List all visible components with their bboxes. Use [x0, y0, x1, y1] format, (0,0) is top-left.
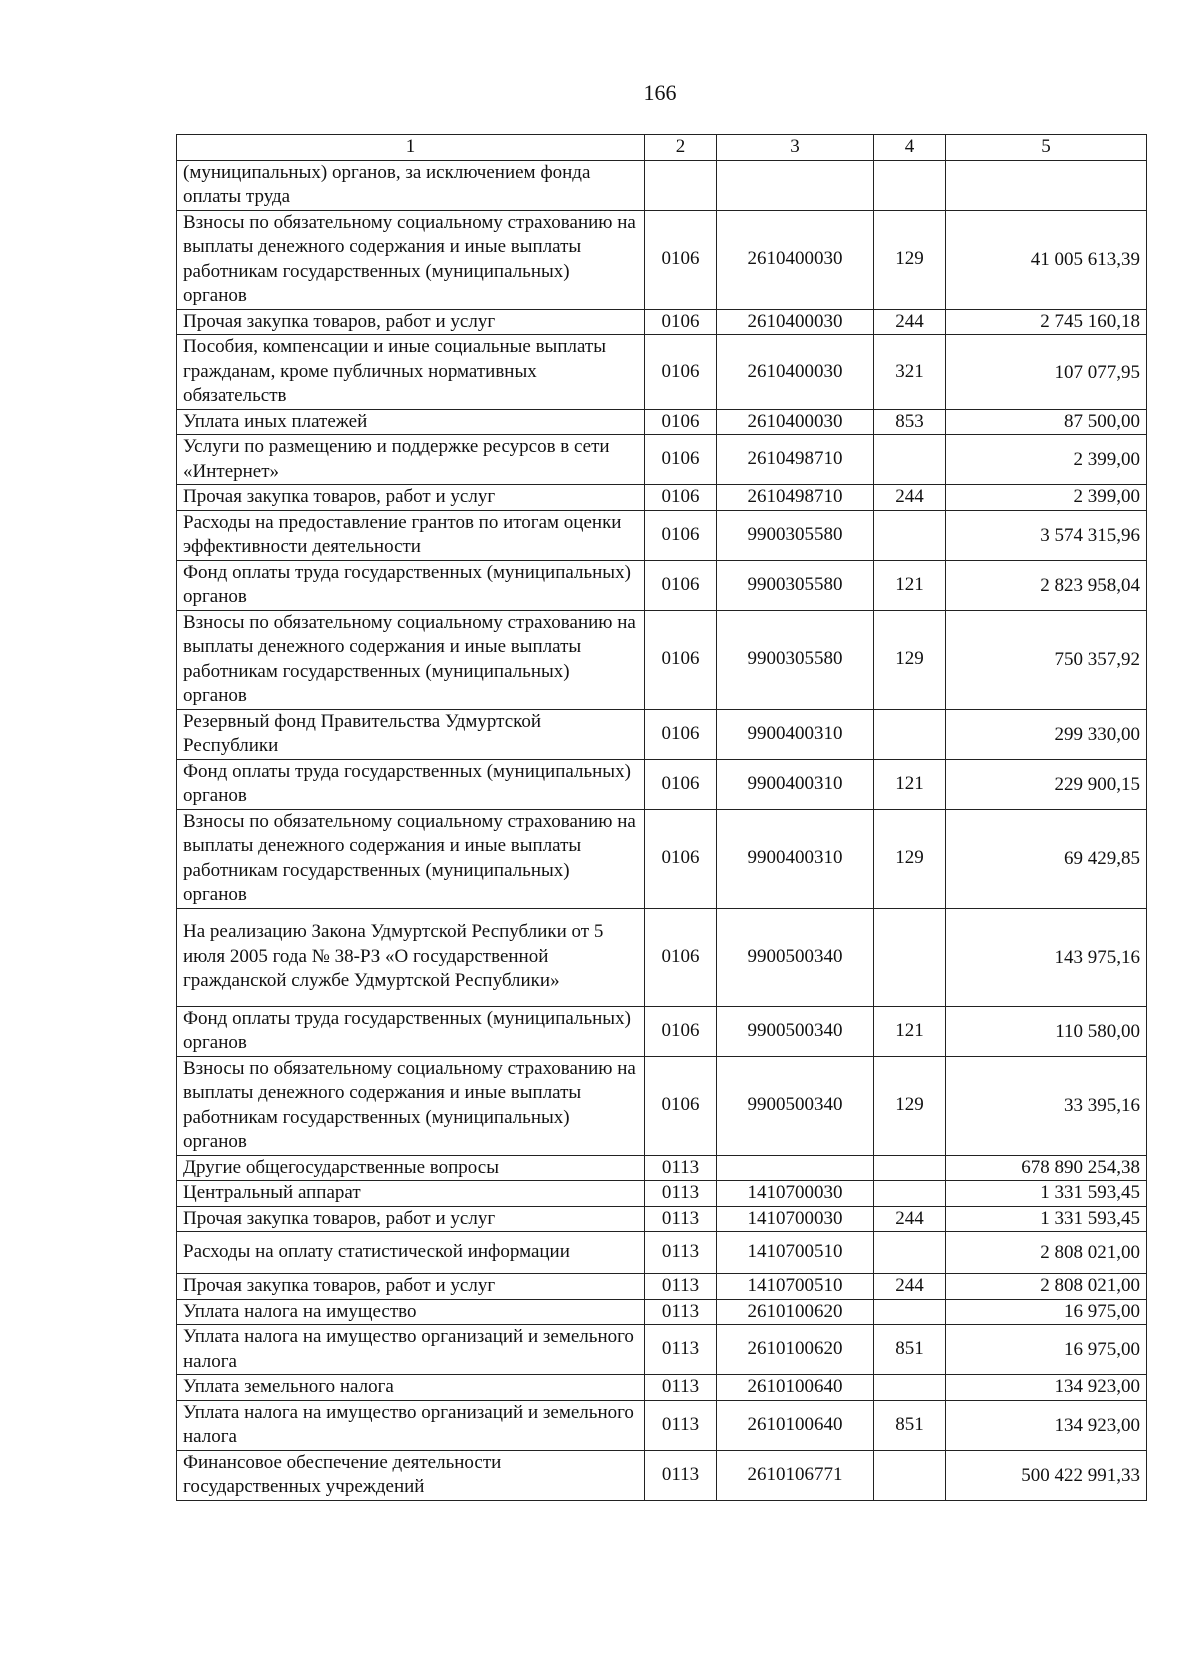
target-article-code: 2610100640	[717, 1375, 874, 1401]
amount: 2 808 021,00	[946, 1232, 1147, 1274]
target-article-code: 9900305580	[717, 560, 874, 610]
expense-name: Взносы по обязательному социальному страхованию на выплаты денежного содержания и иные выплаты работникам государственных (муниципальных) органов	[177, 610, 645, 709]
amount: 3 574 315,96	[946, 510, 1147, 560]
expense-name: Другие общегосударственные вопросы	[177, 1155, 645, 1181]
table-row	[177, 510, 1147, 560]
section-code: 0106	[645, 809, 717, 908]
section-code: 0113	[645, 1375, 717, 1401]
target-article-code: 9900500340	[717, 1006, 874, 1056]
table-row	[177, 485, 1147, 511]
expense-type-code: 244	[874, 1206, 946, 1232]
section-code: 0106	[645, 759, 717, 809]
column-header-3: 3	[717, 135, 874, 161]
expense-type-code: 129	[874, 610, 946, 709]
expense-type-code: 244	[874, 485, 946, 511]
section-code: 0106	[645, 560, 717, 610]
expense-type-code	[874, 1375, 946, 1401]
section-code: 0106	[645, 409, 717, 435]
amount: 678 890 254,38	[946, 1155, 1147, 1181]
expense-type-code: 244	[874, 1274, 946, 1300]
page-number: 166	[643, 80, 677, 105]
section-code: 0106	[645, 210, 717, 309]
table-row	[177, 1155, 1147, 1181]
table-row	[177, 1400, 1147, 1450]
table-row	[177, 409, 1147, 435]
target-article-code: 9900500340	[717, 908, 874, 1006]
amount: 2 808 021,00	[946, 1274, 1147, 1300]
table-row	[177, 210, 1147, 309]
expense-type-code: 851	[874, 1325, 946, 1375]
amount: 110 580,00	[946, 1006, 1147, 1056]
expense-name: Фонд оплаты труда государственных (муниципальных) органов	[177, 759, 645, 809]
expense-type-code	[874, 160, 946, 210]
section-code: 0113	[645, 1325, 717, 1375]
amount: 107 077,95	[946, 335, 1147, 410]
table-row	[177, 160, 1147, 210]
table-row	[177, 809, 1147, 908]
expense-name: Уплата налога на имущество организаций и земельного налога	[177, 1325, 645, 1375]
expense-type-code	[874, 1181, 946, 1207]
expense-type-code: 121	[874, 560, 946, 610]
amount: 229 900,15	[946, 759, 1147, 809]
expense-name: Расходы на предоставление грантов по итогам оценки эффективности деятельности	[177, 510, 645, 560]
expense-type-code: 121	[874, 1006, 946, 1056]
expense-name: Услуги по размещению и поддержке ресурсов в сети «Интернет»	[177, 435, 645, 485]
table-row	[177, 1056, 1147, 1155]
expense-type-code: 321	[874, 335, 946, 410]
table-row	[177, 1206, 1147, 1232]
target-article-code: 9900400310	[717, 709, 874, 759]
amount: 2 399,00	[946, 435, 1147, 485]
column-header-5: 5	[946, 135, 1147, 161]
amount: 33 395,16	[946, 1056, 1147, 1155]
expense-name: Прочая закупка товаров, работ и услуг	[177, 1206, 645, 1232]
expense-name: (муниципальных) органов, за исключением фонда оплаты труда	[177, 160, 645, 210]
target-article-code: 9900400310	[717, 809, 874, 908]
target-article-code: 2610400030	[717, 210, 874, 309]
expense-name: Уплата иных платежей	[177, 409, 645, 435]
target-article-code: 2610498710	[717, 485, 874, 511]
expense-name: Расходы на оплату статистической информации	[177, 1232, 645, 1274]
section-code: 0106	[645, 435, 717, 485]
section-code	[645, 160, 717, 210]
amount: 134 923,00	[946, 1400, 1147, 1450]
target-article-code: 2610400030	[717, 309, 874, 335]
table-row	[177, 709, 1147, 759]
section-code: 0106	[645, 335, 717, 410]
section-code: 0113	[645, 1206, 717, 1232]
expense-type-code	[874, 1232, 946, 1274]
section-code: 0106	[645, 610, 717, 709]
table-row	[177, 1375, 1147, 1401]
section-code: 0113	[645, 1232, 717, 1274]
amount: 2 745 160,18	[946, 309, 1147, 335]
target-article-code: 9900305580	[717, 510, 874, 560]
expense-name: Уплата земельного налога	[177, 1375, 645, 1401]
expense-name: Центральный аппарат	[177, 1181, 645, 1207]
expense-type-code	[874, 1450, 946, 1500]
expense-name: Пособия, компенсации и иные социальные выплаты гражданам, кроме публичных нормативных обязательств	[177, 335, 645, 410]
target-article-code: 2610400030	[717, 335, 874, 410]
expense-name: Уплата налога на имущество	[177, 1299, 645, 1325]
expense-type-code: 129	[874, 210, 946, 309]
section-code: 0113	[645, 1274, 717, 1300]
expense-type-code: 853	[874, 409, 946, 435]
table-header-row	[177, 135, 1147, 161]
table-row	[177, 1450, 1147, 1500]
expense-name: Уплата налога на имущество организаций и земельного налога	[177, 1400, 645, 1450]
expense-name: Взносы по обязательному социальному страхованию на выплаты денежного содержания и иные выплаты работникам государственных (муниципальных) органов	[177, 809, 645, 908]
expense-type-code	[874, 709, 946, 759]
table-row	[177, 1299, 1147, 1325]
expense-name: Прочая закупка товаров, работ и услуг	[177, 1274, 645, 1300]
amount: 2 399,00	[946, 485, 1147, 511]
expense-type-code	[874, 435, 946, 485]
amount: 1 331 593,45	[946, 1206, 1147, 1232]
amount: 299 330,00	[946, 709, 1147, 759]
expense-type-code	[874, 510, 946, 560]
table-row	[177, 1181, 1147, 1207]
expense-type-code: 851	[874, 1400, 946, 1450]
expense-type-code: 129	[874, 1056, 946, 1155]
target-article-code: 9900305580	[717, 610, 874, 709]
target-article-code: 2610100640	[717, 1400, 874, 1450]
amount: 1 331 593,45	[946, 1181, 1147, 1207]
target-article-code: 9900500340	[717, 1056, 874, 1155]
section-code: 0106	[645, 709, 717, 759]
expense-name: Взносы по обязательному социальному страхованию на выплаты денежного содержания и иные выплаты работникам государственных (муниципальных) органов	[177, 1056, 645, 1155]
target-article-code	[717, 160, 874, 210]
target-article-code: 1410700030	[717, 1206, 874, 1232]
expense-type-code	[874, 908, 946, 1006]
expense-name: Прочая закупка товаров, работ и услуг	[177, 309, 645, 335]
column-header-1: 1	[177, 135, 645, 161]
section-code: 0106	[645, 1006, 717, 1056]
target-article-code: 2610100620	[717, 1299, 874, 1325]
expense-name: Фонд оплаты труда государственных (муниципальных) органов	[177, 1006, 645, 1056]
expense-name: Фонд оплаты труда государственных (муниципальных) органов	[177, 560, 645, 610]
expense-name: Резервный фонд Правительства Удмуртской Республики	[177, 709, 645, 759]
section-code: 0106	[645, 908, 717, 1006]
amount: 134 923,00	[946, 1375, 1147, 1401]
target-article-code: 1410700510	[717, 1232, 874, 1274]
expense-type-code	[874, 1155, 946, 1181]
amount: 16 975,00	[946, 1299, 1147, 1325]
column-header-4: 4	[874, 135, 946, 161]
section-code: 0106	[645, 309, 717, 335]
amount: 87 500,00	[946, 409, 1147, 435]
amount: 143 975,16	[946, 908, 1147, 1006]
table-row	[177, 1232, 1147, 1274]
table-row	[177, 435, 1147, 485]
column-header-2: 2	[645, 135, 717, 161]
expense-name: Прочая закупка товаров, работ и услуг	[177, 485, 645, 511]
expense-type-code: 244	[874, 309, 946, 335]
amount: 500 422 991,33	[946, 1450, 1147, 1500]
target-article-code: 2610498710	[717, 435, 874, 485]
table-row	[177, 610, 1147, 709]
amount: 69 429,85	[946, 809, 1147, 908]
table-row	[177, 335, 1147, 410]
target-article-code	[717, 1155, 874, 1181]
amount: 750 357,92	[946, 610, 1147, 709]
section-code: 0113	[645, 1299, 717, 1325]
amount: 2 823 958,04	[946, 560, 1147, 610]
target-article-code: 2610100620	[717, 1325, 874, 1375]
target-article-code: 2610400030	[717, 409, 874, 435]
amount: 41 005 613,39	[946, 210, 1147, 309]
expense-type-code	[874, 1299, 946, 1325]
section-code: 0113	[645, 1400, 717, 1450]
section-code: 0106	[645, 1056, 717, 1155]
target-article-code: 2610106771	[717, 1450, 874, 1500]
expense-type-code: 129	[874, 809, 946, 908]
expense-name: Финансовое обеспечение деятельности государственных учреждений	[177, 1450, 645, 1500]
table-row	[177, 309, 1147, 335]
expense-name: На реализацию Закона Удмуртской Республики от 5 июля 2005 года № 38-РЗ «О государственной гражданской службе Удмуртской Республики»	[177, 908, 645, 1006]
section-code: 0106	[645, 485, 717, 511]
section-code: 0113	[645, 1450, 717, 1500]
budget-table	[176, 134, 1147, 1501]
section-code: 0113	[645, 1181, 717, 1207]
table-row	[177, 1274, 1147, 1300]
target-article-code: 1410700030	[717, 1181, 874, 1207]
table-row	[177, 1325, 1147, 1375]
table-row	[177, 908, 1147, 1006]
amount: 16 975,00	[946, 1325, 1147, 1375]
table-row	[177, 560, 1147, 610]
amount	[946, 160, 1147, 210]
table-row	[177, 1006, 1147, 1056]
expense-type-code: 121	[874, 759, 946, 809]
table-row	[177, 759, 1147, 809]
expense-name: Взносы по обязательному социальному страхованию на выплаты денежного содержания и иные выплаты работникам государственных (муниципальных) органов	[177, 210, 645, 309]
section-code: 0113	[645, 1155, 717, 1181]
target-article-code: 1410700510	[717, 1274, 874, 1300]
target-article-code: 9900400310	[717, 759, 874, 809]
section-code: 0106	[645, 510, 717, 560]
